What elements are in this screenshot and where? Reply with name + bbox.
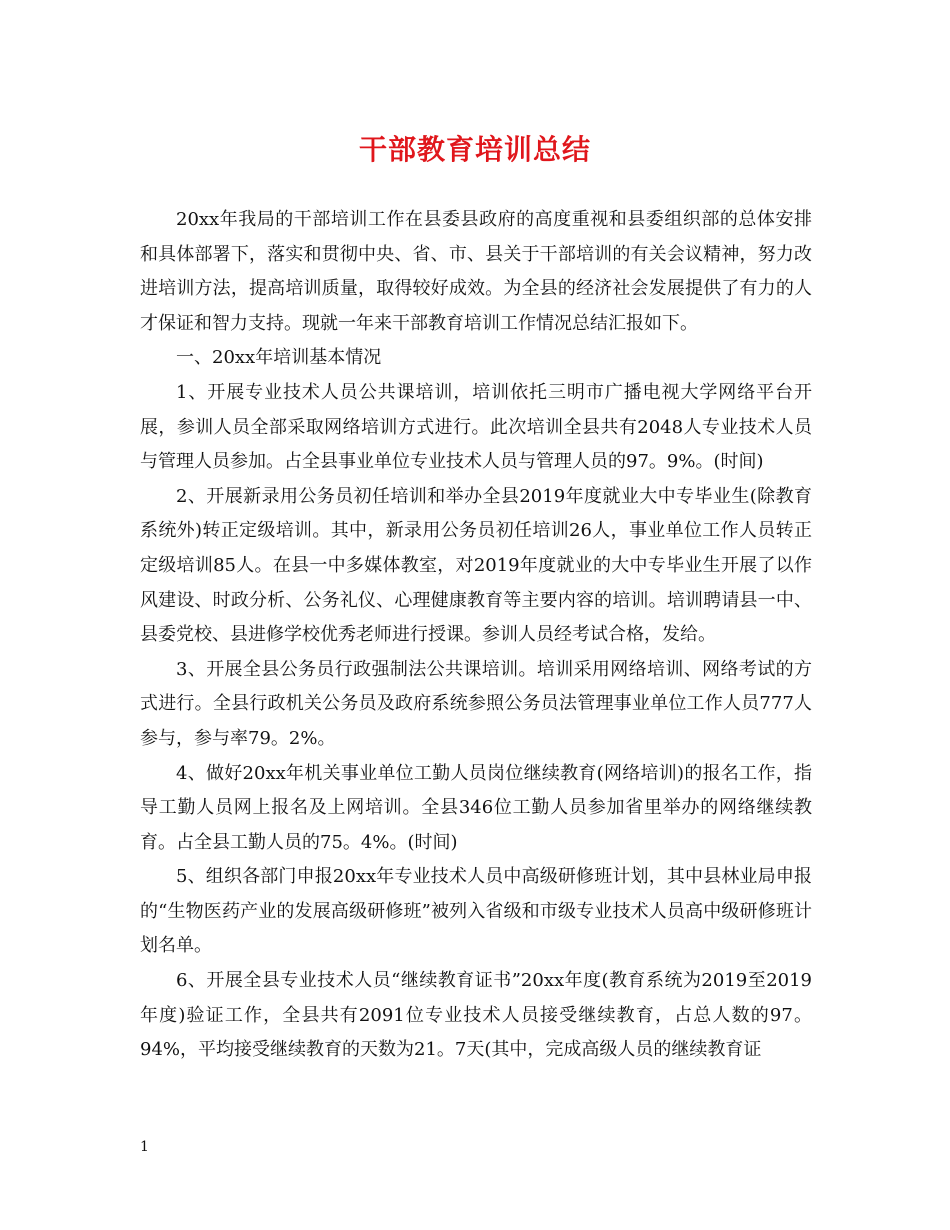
paragraph-item-2: 2、开展新录用公务员初任培训和举办全县2019年度就业大中专毕业生(除教育系统外)转正定级培训。其中，新录用公务员初任培训26人，事业单位工作人员转正定级培训85人。在县一中多媒体教室，对2019年度就业的大中专毕业生开展了以作风建设、时政分析、公务礼仪、心理健康教育等主要内容的培训。培训聘请县一中、县委党校、县进修学校优秀老师进行授课。参训人员经考试合格，发给。 <box>140 485 812 646</box>
document-title: 干部教育培训总结 <box>358 133 591 166</box>
document-body <box>140 203 812 1068</box>
paragraph-item-3: 3、开展全县公务员行政强制法公共课培训。培训采用网络培训、网络考试的方式进行。全县行政机关公务员及政府系统参照公务员法管理事业单位工作人员777人参与，参与率79。2%。 <box>140 658 812 749</box>
page-number: 1 <box>140 1139 149 1155</box>
section-heading: 一、20xx年培训基本情况 <box>176 347 382 369</box>
paragraph-item-6: 6、开展全县专业技术人员“继续教育证书”20xx年度(教育系统为2019至2019年度)验证工作，全县共有2091位专业技术人员接受继续教育，占总人数的97。94%，平均接受继续教育的天数为21。7天(其中，完成高级人员的继续教育证 <box>140 970 812 1061</box>
paragraph-intro: 20xx年我局的干部培训工作在县委县政府的高度重视和县委组织部的总体安排和具体部署下，落实和贯彻中央、省、市、县关于干部培训的有关会议精神，努力改进培训方法，提高培训质量，取得较好成效。为全县的经济社会发展提供了有力的人才保证和智力支持。现就一年来干部教育培训工作情况总结汇报如下。 <box>140 209 812 334</box>
paragraph-item-5: 5、组织各部门申报20xx年专业技术人员中高级研修班计划，其中县林业局申报的“生物医药产业的发展高级研修班”被列入省级和市级专业技术人员高中级研修班计划名单。 <box>140 866 812 957</box>
paragraph-item-4: 4、做好20xx年机关事业单位工勤人员岗位继续教育(网络培训)的报名工作，指导工勤人员网上报名及上网培训。全县346位工勤人员参加省里举办的网络继续教育。占全县工勤人员的75。4%。(时间) <box>140 762 812 853</box>
paragraph-item-1: 1、开展专业技术人员公共课培训，培训依托三明市广播电视大学网络平台开展，参训人员全部采取网络培训方式进行。此次培训全县共有2048人专业技术人员与管理人员参加。占全县事业单位专业技术人员与管理人员的97。9%。(时间) <box>140 381 812 473</box>
